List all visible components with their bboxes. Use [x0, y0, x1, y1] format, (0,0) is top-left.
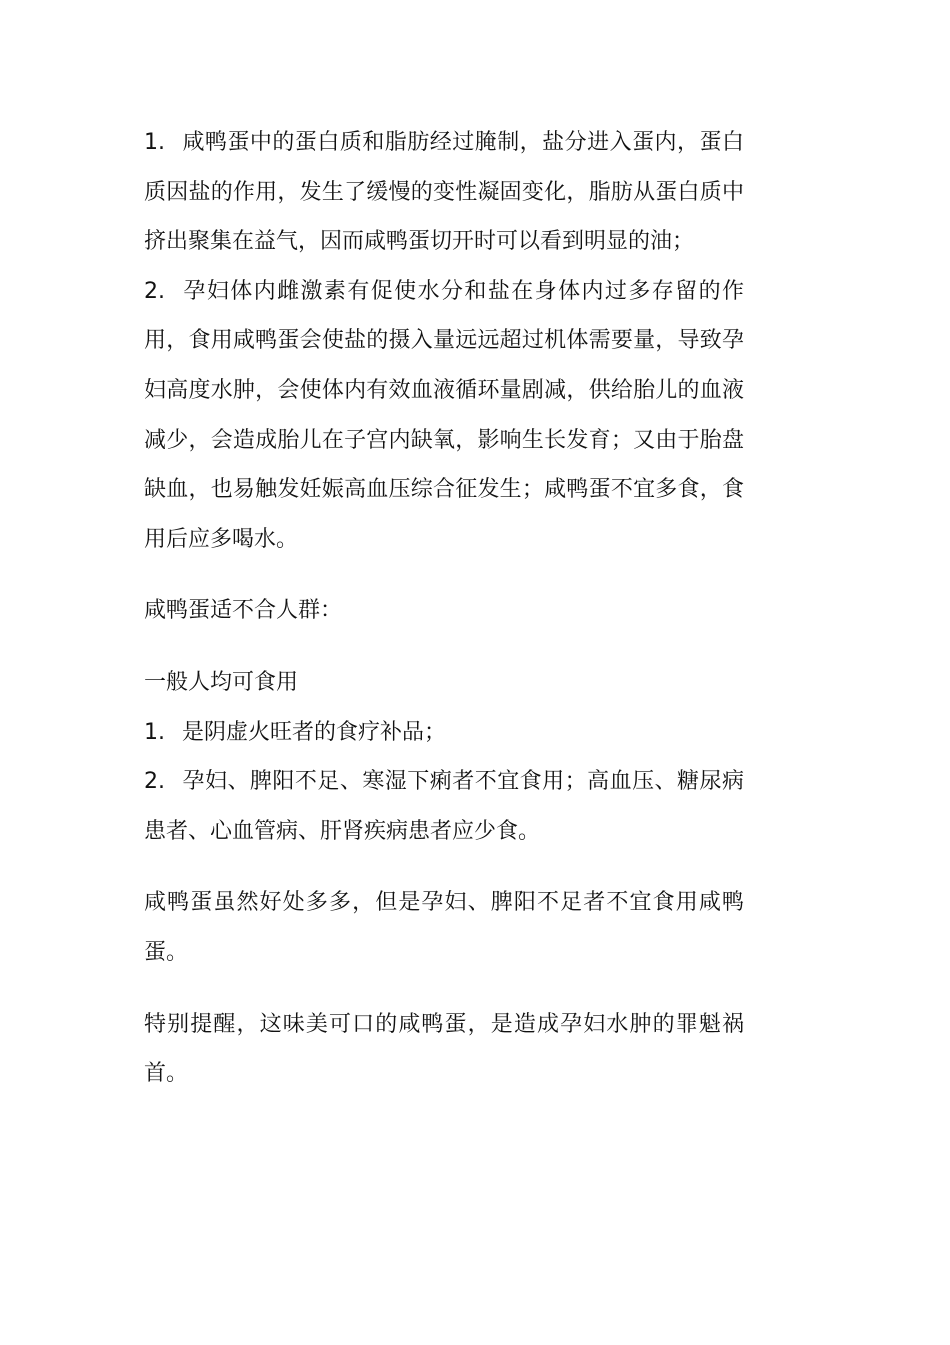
list-number: 2. [144, 769, 165, 795]
paragraph-general [144, 658, 744, 708]
paragraph-text: 咸鸭蛋中的蛋白质和脂肪经过腌制，盐分进入蛋内，蛋白质因盐的作用，发生了缓慢的变性凝固变化，脂肪从蛋白质中挤出聚集在益气，因而咸鸭蛋切开时可以看到明显的油； [144, 130, 744, 255]
paragraph-text: 咸鸭蛋虽然好处多多，但是孕妇、脾阳不足者不宜食用咸鸭蛋。 [144, 890, 744, 965]
list-number: 1. [144, 719, 165, 745]
paragraph-yin-deficiency [144, 708, 744, 758]
section-heading-suitable-groups [144, 586, 744, 636]
paragraph-text: 是阴虚火旺者的食疗补品； [182, 719, 447, 745]
list-number: 2. [144, 278, 165, 304]
paragraph-contraindications [144, 757, 744, 856]
paragraph-text: 一般人均可食用 [144, 669, 299, 695]
paragraph-text: 孕妇体内雌激素有促使水分和盐在身体内过多存留的作用，食用咸鸭蛋会使盐的摄入量远远超过机体需要量，导致孕妇高度水肿，会使体内有效血液循环量剧减，供给胎儿的血液减少，会造成胎儿在子宫内缺氧，影响生长发育；又由于胎盘缺血，也易触发妊娠高血压综合征发生；咸鸭蛋不宜多食，食用后应多喝水。 [144, 278, 744, 552]
paragraph-text: 特别提醒，这味美可口的咸鸭蛋，是造成孕妇水肿的罪魁祸首。 [144, 1011, 744, 1087]
paragraph-summary [144, 878, 744, 977]
document-body [144, 118, 744, 1099]
paragraph-mechanism [144, 118, 744, 267]
paragraph-text: 孕妇、脾阳不足、寒湿下痢者不宜食用；高血压、糖尿病患者、心血管病、肝肾疾病患者应少食。 [144, 769, 744, 844]
paragraph-pregnancy-risk [144, 267, 744, 565]
paragraph-text: 咸鸭蛋适不合人群： [144, 598, 343, 624]
list-number: 1. [144, 130, 165, 155]
paragraph-special-reminder [144, 1000, 744, 1099]
